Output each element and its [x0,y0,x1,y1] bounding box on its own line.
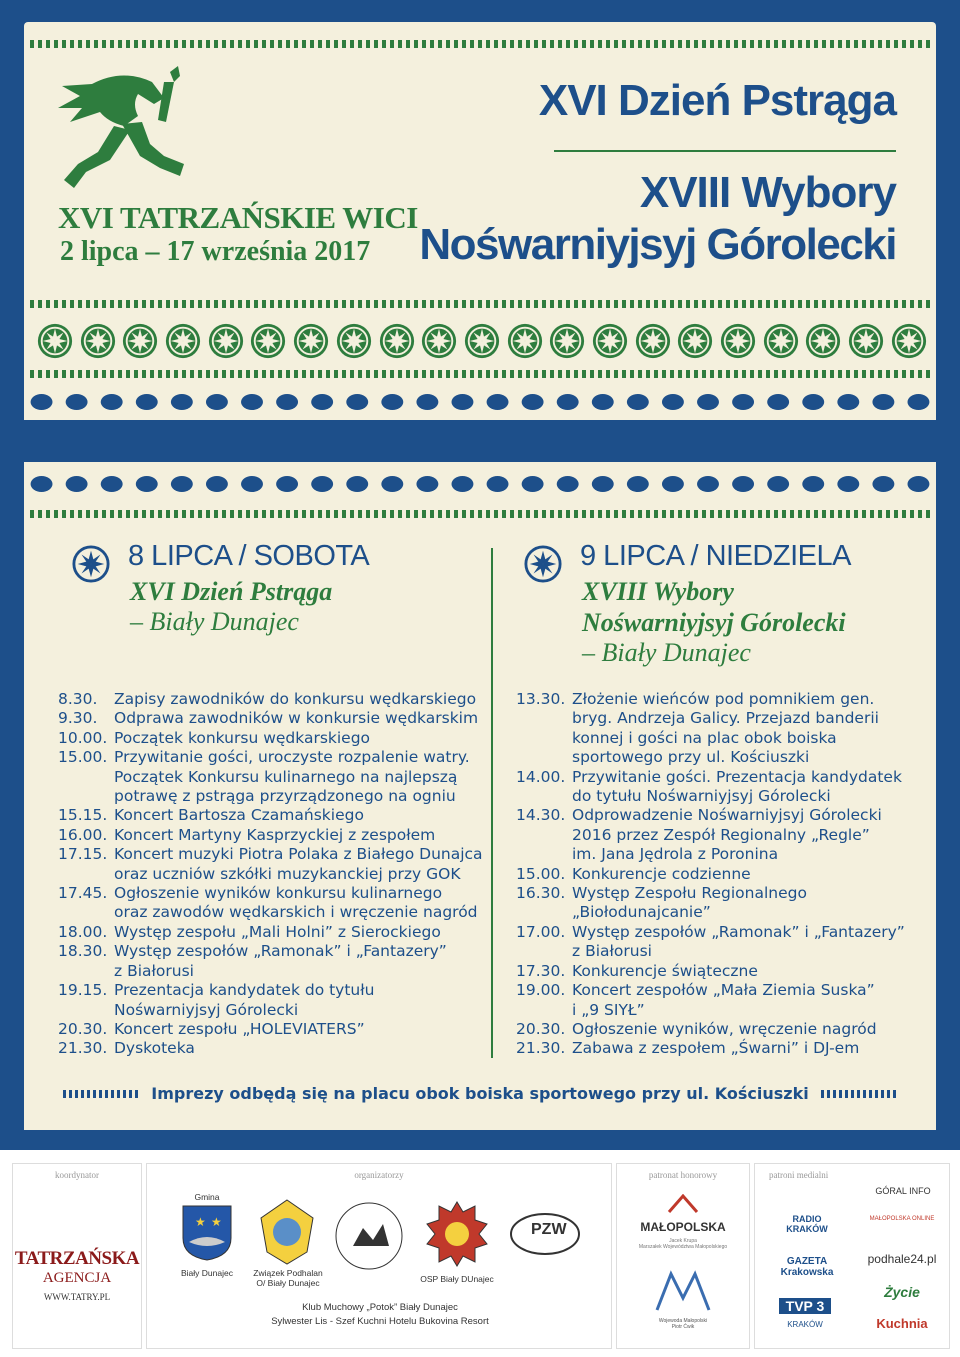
schedule-time: 16.30. [516,884,566,903]
schedule-time: 20.30. [516,1019,566,1038]
schedule-item [58,1039,483,1058]
szef-kuchni: Sylwester Lis - Szef Kuchni Hotelu Bukovina Resort [271,1316,489,1327]
day2-place: – Biały Dunajec [582,638,751,667]
rosette-icon [378,322,416,360]
schedule-item [516,981,905,1020]
schedule-time: 13.30. [516,690,566,708]
day1-place: – Biały Dunajec [130,607,299,636]
sponsor-koordynator [12,1163,142,1349]
gok-logo-icon [333,1200,405,1272]
schedule-description: Koncert Martyny Kasprzyckiej z zespołem [114,825,436,844]
festival-name: XVI TATRZAŃSKIE WICI [58,200,418,235]
schedule-time: 10.00. [58,728,108,747]
rosette-icon [207,322,245,360]
rosette-row [36,322,928,362]
tatrzanska-logo-line2: AGENCJA [42,1270,112,1286]
schedule-description: Ogłoszenie wyników konkursu kulinarnego oraz zawodów wędkarskich i wręczenie nagród [114,884,478,922]
wojewoda-logo-icon [653,1264,713,1314]
zigzag-border [30,510,930,518]
zigzag-border [30,370,930,378]
day1-schedule [58,690,483,1059]
zycie-logo: Życie [884,1284,920,1300]
zwiazek-podhalan-icon [257,1198,317,1266]
schedule-time: 9.30. [58,709,98,728]
venue-note-text: Imprezy odbędą się na placu obok boiska sportowego przy ul. Kościuszki [151,1084,809,1103]
schedule-item [58,806,483,825]
schedule-item [516,923,905,962]
schedule-time: 15.00. [516,864,566,883]
schedule-item [516,865,905,884]
schedule-time: 14.00. [516,767,566,786]
osp-badge-icon [425,1200,489,1268]
schedule-time: 15.15. [58,806,108,825]
schedule-time: 14.30. [516,806,566,825]
schedule-description: Prezentacja kandydatek do tytułu Nośwarniyjsyj Górolecki [114,981,375,1019]
day2-subtitle: XVIII Wybory Nośwarniyjsyj Górolecki [582,577,846,637]
schedule-time: 21.30. [516,1039,566,1058]
schedule-item [58,709,483,728]
lace-border-top [24,386,936,420]
title-wybory: XVIII Wybory [639,168,896,217]
schedule-time: 19.00. [516,981,566,1000]
kuchnia-logo: Kuchnia [876,1316,928,1331]
sponsor-organizatorzy [146,1163,612,1349]
schedule-item [58,981,483,1020]
organizatorzy-label: organizatorzy [354,1170,404,1180]
rosette-icon [676,322,714,360]
schedule-item [516,962,905,981]
patronat-label: patronat honorowy [648,1170,718,1180]
schedule-time: 8.30. [58,690,98,708]
day1-title: 8 LIPCA / SOBOTA [128,540,370,572]
schedule-description: Odprawa zawodników w konkursie wędkarskim [114,709,479,728]
malopolska-name: MAŁOPOLSKA [640,1220,726,1234]
rosette-icon [335,322,373,360]
gmina-coat-of-arms-icon [181,1204,233,1262]
day2-schedule [516,690,905,1059]
rosette-icon [420,322,458,360]
rosette-icon [292,322,330,360]
svg-text:★: ★ [211,1215,222,1229]
svg-text:★: ★ [195,1215,206,1229]
festival-dates: 2 lipca – 17 września 2017 [60,236,371,267]
rosette-icon [121,322,159,360]
schedule-description: Występ zespołów „Ramonak” i „Fantazery” z Białorusi [572,922,905,961]
schedule-time: 15.00. [58,748,108,767]
rosette-icon [548,322,586,360]
tatrzanska-logo-line1: TATRZAŃSKA [14,1248,140,1269]
schedule-item [58,748,483,806]
svg-text:PZW: PZW [531,1221,567,1238]
rosette-icon [72,545,110,583]
gmina-name: Biały Dunajec [181,1268,233,1278]
gazeta-krakowska-logo: GAZETA Krakowska [780,1256,834,1278]
schedule-item [58,942,483,981]
schedule-description: Złożenie wieńców pod pomnikiem gen. bryg. Andrzeja Galicy. Przejazd banderii konnej i gości na plac obok boiska sportowego przy ul. Kościuszki [572,690,879,767]
tvp3-logo: TVP 3 [779,1298,831,1314]
rosette-icon [804,322,842,360]
zwiazek-name: Związek Podhalan O/ Biały Dunajec [253,1268,323,1288]
schedule-item [58,923,483,942]
gmina-label: Gmina [194,1192,220,1202]
zigzag-border [30,300,930,308]
zigzag-ornament [63,1090,139,1098]
schedule-description: Występ Zespołu Regionalnego „Biołodunajcanie” [572,884,807,922]
schedule-description: Dyskoteka [114,1039,195,1058]
rosette-icon [79,322,117,360]
zigzag-ornament [821,1090,897,1098]
schedule-description: Przywitanie gości, uroczyste rozpalenie watry. Początek Konkursu kulinarnego na najlepszą potrawę z pstrąga przyrządzonego na ogniu [114,748,470,806]
runner-logo-icon [52,64,192,194]
schedule-description: Odprowadzenie Nośwarniyjsyj Górolecki 2016 przez Zespół Regionalny „Regle” im. Jana Jędrola z Poronina [572,806,882,864]
schedule-description: Koncert Bartosza Czamańskiego [114,806,364,825]
schedule-time: 17.00. [516,922,566,941]
schedule-item [58,690,483,709]
schedule-item [58,729,483,748]
pzw-logo-icon [507,1204,583,1260]
schedule-time: 17.30. [516,961,566,980]
sponsor-patronat [616,1163,750,1349]
title-noswarniyjsyj: Nośwarniyjsyj Górolecki [419,220,896,269]
schedule-item [516,768,905,807]
schedule-item [516,806,905,864]
schedule-description: Koncert zespołów „Mała Ziemia Suska” i „9 SIYŁ” [572,981,875,1019]
schedule-description: Ogłoszenie wyników, wręczenie nagród [572,1019,877,1038]
schedule-item [58,845,483,884]
rosette-icon [506,322,544,360]
schedule-description: Koncert zespołu „HOLEVIATERS” [114,1019,365,1038]
schedule-description: Zapisy zawodników do konkursu wędkarskiego [114,690,477,708]
schedule-description: Występ zespołu „Mali Holni” z Sierockiego [114,922,441,941]
patroni-label: patroni medialni [769,1170,829,1180]
rosette-icon [36,322,74,360]
rosette-icon [164,322,202,360]
goral-info-logo: GÓRAL INFO [875,1186,931,1196]
schedule-item [58,826,483,845]
title-divider [554,150,896,152]
column-divider [491,548,493,1058]
schedule-time: 20.30. [58,1019,108,1038]
rosette-icon [524,545,562,583]
schedule-time: 18.30. [58,942,108,961]
day1-subtitle: XVI Dzień Pstrąga [130,577,333,606]
lace-border-bottom [24,466,936,500]
rosette-icon [249,322,287,360]
schedule-time: 21.30. [58,1039,108,1058]
schedule-item [516,884,905,923]
radio-krakow-logo: RADIO KRAKÓW [786,1214,828,1234]
rosette-icon [463,322,501,360]
podhale24-logo: podhale24.pl [867,1252,937,1266]
tvp3-krakow-label: KRAKÓW [787,1320,823,1329]
sponsor-media [754,1163,950,1349]
schedule-description: Przywitanie gości. Prezentacja kandydatek do tytułu Nośwarniyjsyj Górolecki [572,767,902,806]
schedule-description: Zabawa z zespołem „Śwarni” i DJ-em [572,1039,860,1058]
klub-muchowy: Klub Muchowy „Potok” Biały Dunajec [302,1302,458,1313]
tatrzanska-url: WWW.TATRY.PL [43,1292,111,1302]
malopolska-online-logo: MAŁOPOLSKA ONLINE [869,1216,935,1222]
schedule-time: 17.15. [58,845,108,864]
schedule-description: Koncert muzyki Piotra Polaka z Białego Dunajca oraz uczniów szkółki muzykanckiej przy GOK [114,845,483,883]
koordynator-label: koordynator [55,1170,99,1180]
rosette-icon [847,322,885,360]
schedule-item [58,1020,483,1039]
top-zigzag-border [30,40,930,48]
osp-name: OSP Biały DUnajec [420,1274,494,1284]
rosette-icon [634,322,672,360]
title-dzien-pstraga: XVI Dzień Pstrąga [538,76,896,125]
schedule-item [516,1039,905,1058]
rosette-icon [762,322,800,360]
rosette-icon [719,322,757,360]
schedule-time: 16.00. [58,825,108,844]
schedule-description: Konkurencje świąteczne [572,961,758,980]
rosette-icon [890,322,928,360]
schedule-time: 17.45. [58,884,108,903]
schedule-time: 18.00. [58,922,108,941]
venue-note [58,1084,902,1103]
malopolska-logo-icon [667,1194,699,1214]
schedule-time: 19.15. [58,981,108,1000]
schedule-item [516,1020,905,1039]
schedule-description: Konkurencje codzienne [572,864,751,883]
malopolska-sub: Jacek Krupa Marszałek Województwa Małopolskiego [638,1238,728,1250]
schedule-description: Początek konkursu wędkarskiego [114,728,371,747]
day2-title: 9 LIPCA / NIEDZIELA [580,540,851,572]
wojewoda-name: Wojewoda Małopolski Piotr Ćwik [658,1318,708,1330]
schedule-item [516,690,905,768]
schedule-description: Występ zespołów „Ramonak” i „Fantazery” z Białorusi [114,942,447,980]
schedule-item [58,884,483,923]
rosette-icon [591,322,629,360]
